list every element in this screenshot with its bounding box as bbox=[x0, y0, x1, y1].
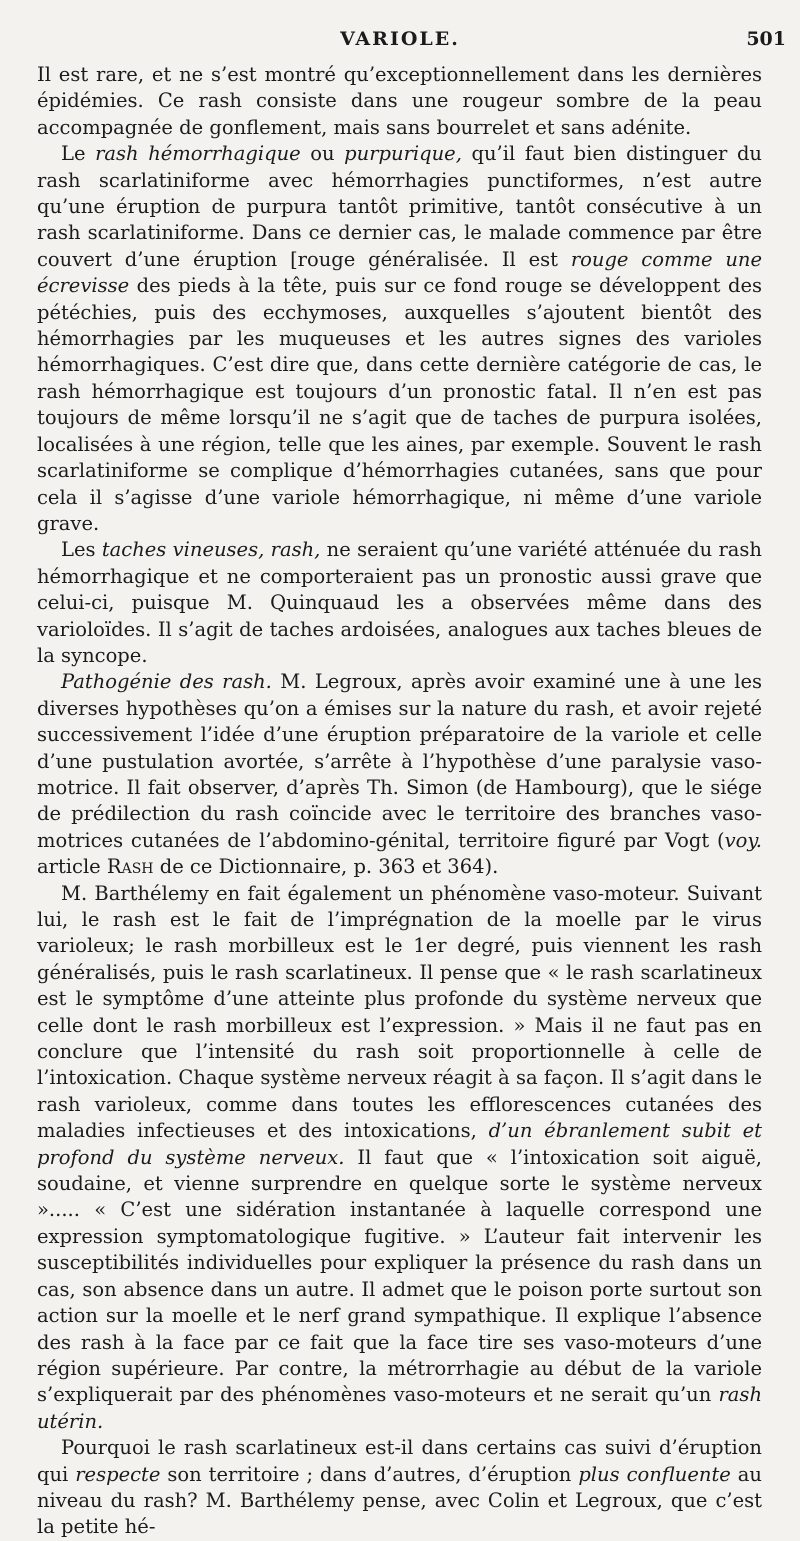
paragraph-3: Les taches vineuses, rash, ne seraient qu’une variété atténuée du rash hémorrhagique et ne comporteraient pas un pronostic aussi grave que celui-ci, puisque M. Quinquaud les a observées même dans des varioloïdes. Il s’agit de taches ardoisées, analogues aux taches bleues de la syncope. bbox=[37, 538, 762, 667]
paragraph-5: M. Barthélemy en fait également un phénomène vaso-moteur. Suivant lui, le rash est le fait de l’imprégnation de la moelle par le virus varioleux; le rash morbilleux est le 1er degré, puis viennent les rash généralisés, puis le rash scarlatineux. Il pense que « le rash scarlatineux est le symptôme d’une atteinte plus profonde du système nerveux que celle dont le rash morbilleux est l’expression. » Mais il ne faut pas en conclure que l’intensité du rash soit proportionnelle à celle de l’intoxication. Chaque système nerveux réagit à sa façon. Il s’agit dans le rash varioleux, comme dans toutes les efflorescences cutanées des maladies infectieuses et des intoxications, d’un ébranlement subit et profond du système nerveux. Il faut que « l’intoxication soit aiguë, soudaine, et vienne surprendre en quelque sorte le système nerveux »..... « C’est une sidération instantanée à laquelle correspond une expression symptomatologique fugitive. » L’auteur fait intervenir les susceptibilités individuelles pour expliquer la présence du rash dans un cas, son absence dans un autre. Il admet que le poison porte surtout son action sur la moelle et le nerf grand sympathique. Il explique l’absence des rash à la face par ce fait que la face tire ses vaso-moteurs d’une région supérieure. Par contre, la métrorrhagie au début de la variole s’expliquerait par des phénomènes vaso-moteurs et ne serait qu’un rash utérin. bbox=[37, 881, 762, 1433]
running-title: VARIOLE. bbox=[340, 28, 460, 50]
page-number: 501 bbox=[746, 28, 786, 50]
page-header bbox=[0, 28, 800, 58]
paragraph-2: Le rash hémorrhagique ou purpurique, qu’il faut bien distinguer du rash scarlatiniforme avec hémorrhagies punctiformes, n’est autre qu’une éruption de purpura tantôt primitive, tantôt consécutive à un rash scarlatiniforme. Dans ce dernier cas, le malade commence par être couvert d’une éruption [rouge généralisée. Il est rouge comme une écrevisse des pieds à la tête, puis sur ce fond rouge se développent des pétéchies, puis des ecchymoses, auxquelles s’ajoutent bientôt des hémorrhagies par les muqueuses et les autres signes des varioles hémorrhagiques. C’est dire que, dans cette dernière catégorie de cas, le rash hémorrhagique est toujours d’un pronostic fatal. Il n’en est pas toujours de même lorsqu’il ne s’agit que de taches de purpura isolées, localisées à une région, telle que les aines, par exemple. Souvent le rash scarlatiniforme se complique d’hémorrhagies cutanées, sans que pour cela il s’agisse d’une variole hémorrhagique, ni même d’une variole grave. bbox=[37, 142, 762, 535]
paragraph-6: Pourquoi le rash scarlatineux est-il dans certains cas suivi d’éruption qui respecte son territoire ; dans d’autres, d’éruption plus confluente au niveau du rash? M. Barthélemy pense, avec Colin et Legroux, que c’est la petite hé- bbox=[37, 1436, 762, 1539]
body-text bbox=[37, 62, 762, 1541]
paragraph-4: Pathogénie des rash. M. Legroux, après avoir examiné une à une les diverses hypothèses qu’on a émises sur la nature du rash, et avoir rejeté successivement l’idée d’une éruption préparatoire de la variole et celle d’une pustulation avortée, s’arrête à l’hypothèse d’une paralysie vaso-motrice. Il fait observer, d’après Th. Simon (de Hambourg), que le siége de prédilection du rash coïncide avec le territoire des branches vaso-motrices cutanées de l’abdomino-génital, territoire figuré par Vogt (voy. article Rash de ce Dictionnaire, p. 363 et 364). bbox=[37, 670, 762, 879]
paragraph-1: Il est rare, et ne s’est montré qu’exceptionnellement dans les dernières épidémies. Ce rash consiste dans une rougeur sombre de la peau accompagnée de gonflement, mais sans bourrelet et sans adénite. bbox=[37, 63, 762, 139]
